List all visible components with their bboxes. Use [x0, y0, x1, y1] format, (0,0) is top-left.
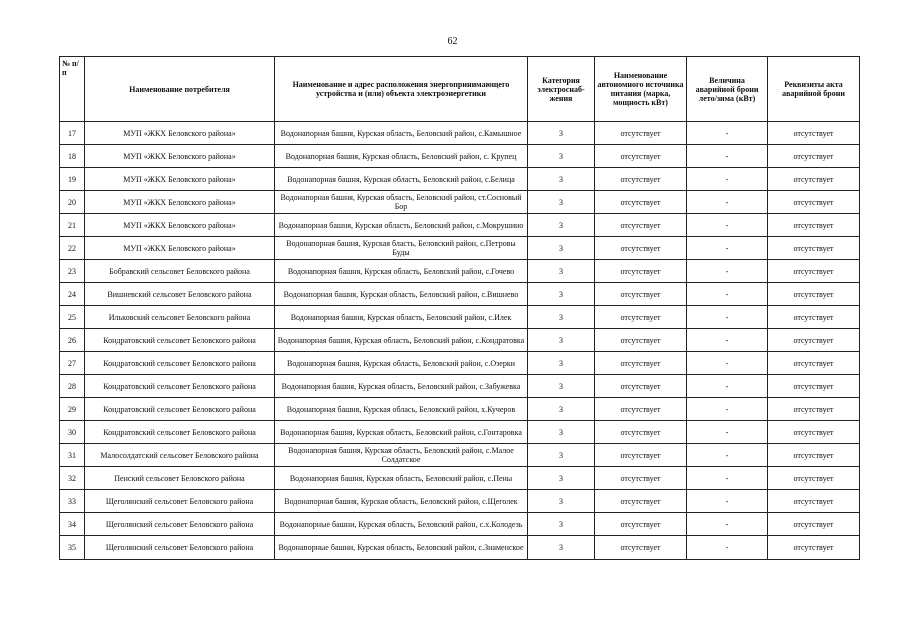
cell-object-address: Водонапорная башня, Курская область, Беловский район, с. Крупец — [275, 145, 528, 168]
cell-consumer: Ильковский сельсовет Беловского района — [85, 306, 275, 329]
cell-consumer: Кондратовский сельсовет Беловского района — [85, 375, 275, 398]
cell-autonomous-source: отсутствует — [595, 398, 687, 421]
cell-number: 23 — [60, 260, 85, 283]
cell-number: 19 — [60, 168, 85, 191]
cell-reserve-act: отсутствует — [768, 421, 860, 444]
cell-number: 21 — [60, 214, 85, 237]
table-row — [60, 191, 860, 214]
cell-emergency-reserve: - — [687, 191, 768, 214]
cell-autonomous-source: отсутствует — [595, 352, 687, 375]
cell-reserve-act: отсутствует — [768, 444, 860, 467]
cell-object-address: Водонапорная башня, Курская область, Беловский район, с.Мокрушино — [275, 214, 528, 237]
table-row — [60, 490, 860, 513]
cell-autonomous-source: отсутствует — [595, 444, 687, 467]
cell-autonomous-source: отсутствует — [595, 421, 687, 444]
cell-object-address: Водонапорная башня, Курская область, Беловский район, с.Гонтаровка — [275, 421, 528, 444]
cell-object-address: Водонапорная башня, Курская область, Беловский район, ст.Сосновый Бор — [275, 191, 528, 214]
cell-number: 30 — [60, 421, 85, 444]
table-row — [60, 398, 860, 421]
cell-supply-category: 3 — [528, 122, 595, 145]
cell-reserve-act: отсутствует — [768, 145, 860, 168]
cell-supply-category: 3 — [528, 260, 595, 283]
cell-number: 26 — [60, 329, 85, 352]
cell-object-address: Водонапорная башня, Курская область, Беловский район, с.Щеголек — [275, 490, 528, 513]
cell-number: 24 — [60, 283, 85, 306]
cell-object-address: Водонапорная башня, Курская область, Беловский район, с.Гочево — [275, 260, 528, 283]
cell-supply-category: 3 — [528, 329, 595, 352]
cell-object-address: Водонапорная башня, Курская область, Беловский район, с.Илек — [275, 306, 528, 329]
table-row — [60, 421, 860, 444]
cell-emergency-reserve: - — [687, 398, 768, 421]
cell-emergency-reserve: - — [687, 375, 768, 398]
cell-consumer: МУП «ЖКХ Беловского района» — [85, 168, 275, 191]
cell-consumer: Малосолдатский сельсовет Беловского района — [85, 444, 275, 467]
cell-number: 33 — [60, 490, 85, 513]
cell-supply-category: 3 — [528, 536, 595, 560]
cell-number: 22 — [60, 237, 85, 260]
table-row — [60, 260, 860, 283]
cell-object-address: Водонапорная башня, Курская область, Беловский район, с.Белица — [275, 168, 528, 191]
table-row — [60, 352, 860, 375]
table-row — [60, 467, 860, 490]
cell-autonomous-source: отсутствует — [595, 191, 687, 214]
cell-autonomous-source: отсутствует — [595, 329, 687, 352]
cell-consumer: Пенский сельсовет Беловского района — [85, 467, 275, 490]
table-body — [60, 122, 860, 560]
consumers-table — [59, 56, 860, 560]
cell-reserve-act: отсутствует — [768, 260, 860, 283]
cell-autonomous-source: отсутствует — [595, 260, 687, 283]
cell-consumer: Щеголянский сельсовет Беловского района — [85, 536, 275, 560]
cell-number: 28 — [60, 375, 85, 398]
cell-consumer: Бобравский сельсовет Беловского района — [85, 260, 275, 283]
table-row — [60, 329, 860, 352]
cell-reserve-act: отсутствует — [768, 306, 860, 329]
cell-autonomous-source: отсутствует — [595, 214, 687, 237]
cell-emergency-reserve: - — [687, 145, 768, 168]
cell-consumer: Щеголянский сельсовет Беловского района — [85, 513, 275, 536]
cell-supply-category: 3 — [528, 237, 595, 260]
cell-reserve-act: отсутствует — [768, 490, 860, 513]
cell-consumer: Кондратовский сельсовет Беловского района — [85, 398, 275, 421]
cell-number: 31 — [60, 444, 85, 467]
cell-object-address: Водонапорная башня, Курская область, Беловский район, с.Камышное — [275, 122, 528, 145]
cell-emergency-reserve: - — [687, 237, 768, 260]
cell-reserve-act: отсутствует — [768, 237, 860, 260]
cell-consumer: Кондратовский сельсовет Беловского района — [85, 352, 275, 375]
cell-autonomous-source: отсутствует — [595, 237, 687, 260]
header-emergency-reserve: Величина аварийной брони лето/зима (кВт) — [687, 57, 768, 122]
cell-autonomous-source: отсутствует — [595, 375, 687, 398]
cell-reserve-act: отсутствует — [768, 191, 860, 214]
table-row — [60, 283, 860, 306]
cell-reserve-act: отсутствует — [768, 467, 860, 490]
cell-supply-category: 3 — [528, 352, 595, 375]
cell-supply-category: 3 — [528, 490, 595, 513]
page-number: 62 — [447, 36, 458, 47]
cell-object-address: Водонапорная башня, Курская бласть, Беловский район, с.Петровы Буды — [275, 237, 528, 260]
cell-object-address: Водонапорная башня, Курская облась, Беловский район, х.Кучеров — [275, 398, 528, 421]
cell-reserve-act: отсутствует — [768, 168, 860, 191]
cell-number: 27 — [60, 352, 85, 375]
cell-number: 18 — [60, 145, 85, 168]
cell-emergency-reserve: - — [687, 214, 768, 237]
cell-emergency-reserve: - — [687, 421, 768, 444]
table-row — [60, 306, 860, 329]
cell-number: 17 — [60, 122, 85, 145]
cell-object-address: Водонапорные башни, Курская область, Беловский район, с.Знаменское — [275, 536, 528, 560]
cell-supply-category: 3 — [528, 306, 595, 329]
cell-emergency-reserve: - — [687, 467, 768, 490]
cell-reserve-act: отсутствует — [768, 536, 860, 560]
header-reserve-act: Реквизиты акта аварийной брони — [768, 57, 860, 122]
cell-reserve-act: отсутствует — [768, 398, 860, 421]
cell-reserve-act: отсутствует — [768, 283, 860, 306]
table-row — [60, 168, 860, 191]
cell-supply-category: 3 — [528, 283, 595, 306]
cell-autonomous-source: отсутствует — [595, 536, 687, 560]
table-row — [60, 237, 860, 260]
cell-object-address: Водонапорная башня, Курская область, Беловский район, с.Озерки — [275, 352, 528, 375]
cell-autonomous-source: отсутствует — [595, 122, 687, 145]
cell-emergency-reserve: - — [687, 306, 768, 329]
cell-object-address: Водонапорная башня, Курская область, Беловский район, с.Пены — [275, 467, 528, 490]
cell-object-address: Водонапорная башня, Курская область, Беловский район, с.Забужевка — [275, 375, 528, 398]
cell-object-address: Водонапорная башня, Курская область, Беловский район, с.Малое Солдатское — [275, 444, 528, 467]
table-row — [60, 214, 860, 237]
cell-consumer: Кондратовский сельсовет Беловского района — [85, 329, 275, 352]
cell-number: 34 — [60, 513, 85, 536]
cell-consumer: МУП «ЖКХ Беловского района» — [85, 191, 275, 214]
cell-supply-category: 3 — [528, 168, 595, 191]
cell-reserve-act: отсутствует — [768, 352, 860, 375]
cell-consumer: Вишневский сельсовет Беловского района — [85, 283, 275, 306]
cell-emergency-reserve: - — [687, 283, 768, 306]
cell-autonomous-source: отсутствует — [595, 145, 687, 168]
table-row — [60, 375, 860, 398]
cell-supply-category: 3 — [528, 375, 595, 398]
cell-autonomous-source: отсутствует — [595, 467, 687, 490]
cell-autonomous-source: отсутствует — [595, 168, 687, 191]
table-row — [60, 536, 860, 560]
cell-reserve-act: отсутствует — [768, 375, 860, 398]
cell-supply-category: 3 — [528, 513, 595, 536]
cell-supply-category: 3 — [528, 421, 595, 444]
cell-autonomous-source: отсутствует — [595, 306, 687, 329]
cell-emergency-reserve: - — [687, 352, 768, 375]
cell-consumer: МУП «ЖКХ Беловского района» — [85, 122, 275, 145]
table-row — [60, 513, 860, 536]
table-row — [60, 122, 860, 145]
cell-emergency-reserve: - — [687, 329, 768, 352]
cell-consumer: МУП «ЖКХ Беловского района» — [85, 145, 275, 168]
cell-supply-category: 3 — [528, 191, 595, 214]
header-supply-category: Категория электроснаб-жения — [528, 57, 595, 122]
header-autonomous-source: Наименование автономного источника питания (марка, мощность кВт) — [595, 57, 687, 122]
cell-reserve-act: отсутствует — [768, 513, 860, 536]
cell-number: 25 — [60, 306, 85, 329]
cell-emergency-reserve: - — [687, 122, 768, 145]
cell-supply-category: 3 — [528, 145, 595, 168]
cell-object-address: Водонапорная башня, Курская область, Беловский район, с.Вишнево — [275, 283, 528, 306]
cell-consumer: Щеголянский сельсовет Беловского района — [85, 490, 275, 513]
cell-emergency-reserve: - — [687, 536, 768, 560]
cell-reserve-act: отсутствует — [768, 122, 860, 145]
cell-supply-category: 3 — [528, 398, 595, 421]
cell-supply-category: 3 — [528, 214, 595, 237]
cell-number: 35 — [60, 536, 85, 560]
cell-supply-category: 3 — [528, 467, 595, 490]
cell-emergency-reserve: - — [687, 490, 768, 513]
table-header-row — [60, 57, 860, 122]
cell-number: 29 — [60, 398, 85, 421]
cell-emergency-reserve: - — [687, 444, 768, 467]
cell-number: 32 — [60, 467, 85, 490]
cell-number: 20 — [60, 191, 85, 214]
cell-emergency-reserve: - — [687, 168, 768, 191]
cell-autonomous-source: отсутствует — [595, 513, 687, 536]
header-number: № п/п — [60, 57, 85, 122]
table-row — [60, 145, 860, 168]
cell-reserve-act: отсутствует — [768, 329, 860, 352]
cell-reserve-act: отсутствует — [768, 214, 860, 237]
cell-object-address: Водонапорная башня, Курская область, Беловский район, с.Кондратовка — [275, 329, 528, 352]
cell-supply-category: 3 — [528, 444, 595, 467]
header-object-address: Наименование и адрес расположения энергопринимающего устройства и (или) объекта электроэнергетики — [275, 57, 528, 122]
cell-emergency-reserve: - — [687, 260, 768, 283]
cell-autonomous-source: отсутствует — [595, 283, 687, 306]
cell-emergency-reserve: - — [687, 513, 768, 536]
cell-autonomous-source: отсутствует — [595, 490, 687, 513]
cell-consumer: МУП «ЖКХ Беловского района» — [85, 214, 275, 237]
header-consumer: Наименование потребителя — [85, 57, 275, 122]
table-row — [60, 444, 860, 467]
cell-consumer: МУП «ЖКХ Беловского района» — [85, 237, 275, 260]
cell-object-address: Водонапорные башни, Курская область, Беловский район, с.х.Колодезь — [275, 513, 528, 536]
cell-consumer: Кондратовский сельсовет Беловского района — [85, 421, 275, 444]
